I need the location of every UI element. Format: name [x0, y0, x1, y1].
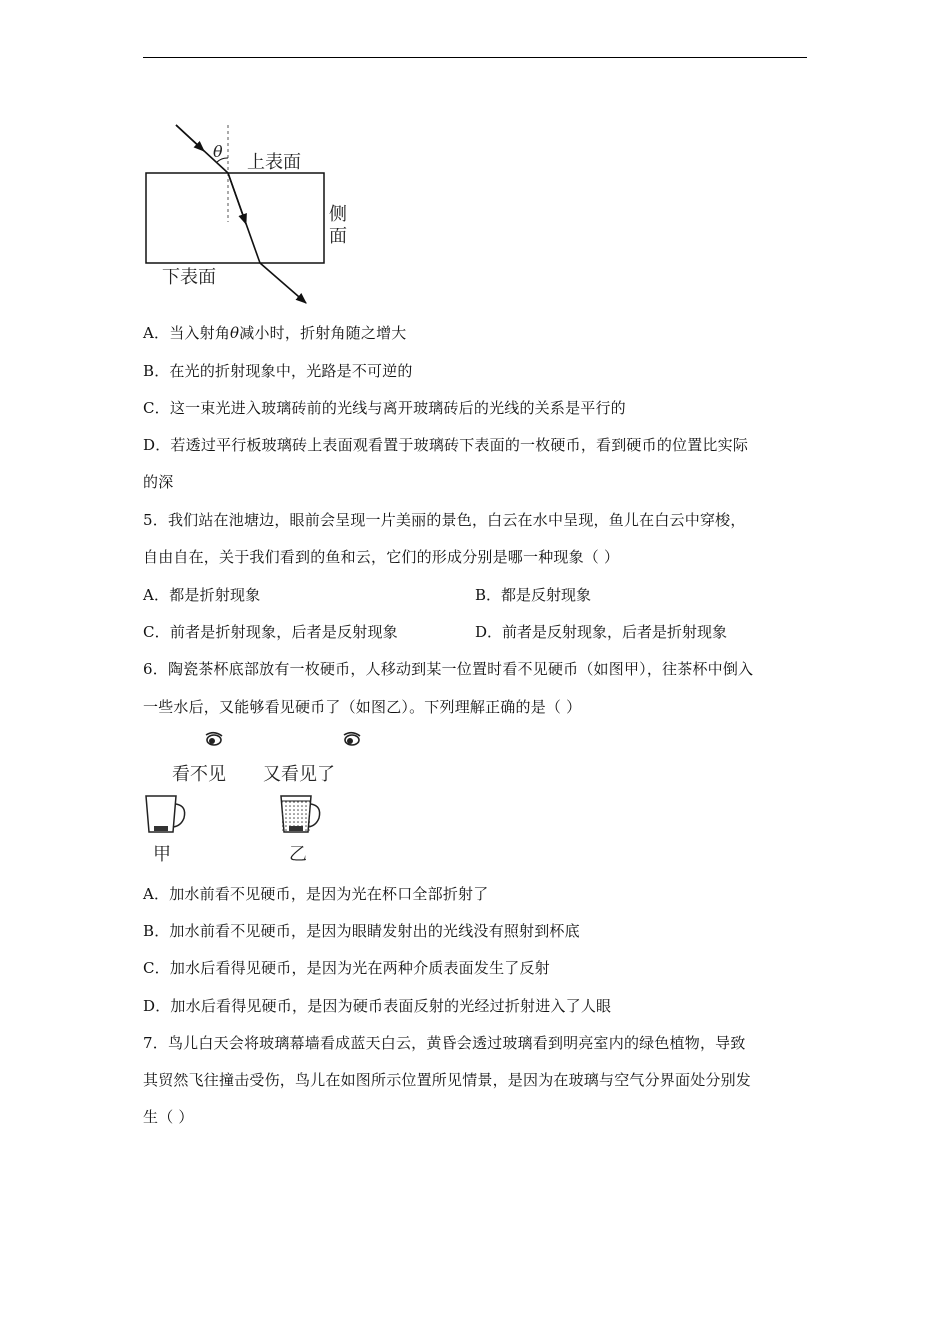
q5-stem-line1: 5．我们站在池塘边，眼前会呈现一片美丽的景色，白云在水中呈现，鱼儿在白云中穿梭， — [143, 511, 746, 529]
q6-option-a: A．加水前看不见硬币，是因为光在杯口全部折射了 — [143, 885, 489, 903]
incident-ray-arrow — [176, 125, 204, 151]
q5-stem-line2: 自由自在，关于我们看到的鱼和云，它们的形成分别是哪一种现象（ ） — [143, 548, 620, 566]
q5-option-b: B．都是反射现象 — [475, 586, 592, 604]
cup-coin-figure — [140, 728, 380, 868]
cup-b — [281, 796, 320, 832]
eye-icon-right — [344, 733, 360, 745]
q6-option-c: C．加水后看得见硬币，是因为光在两种介质表面发生了反射 — [143, 959, 550, 977]
q7-stem-line3: 生（ ） — [143, 1108, 194, 1126]
can-see-again-label: 又看见了 — [263, 764, 335, 785]
glass-slab-rect — [146, 173, 324, 263]
q6-stem-line1: 6．陶瓷茶杯底部放有一枚硬币，人移动到某一位置时看不见硬币（如图甲），往茶杯中倒入 — [143, 660, 754, 678]
side-surface-label-2: 面 — [329, 226, 347, 247]
bottom-surface-label: 下表面 — [162, 267, 216, 288]
q7-stem-line2: 其贸然飞往撞击受伤，鸟儿在如图所示位置所见情景，是因为在玻璃与空气分界面处分别发 — [143, 1071, 752, 1089]
q5-option-a: A．都是折射现象 — [143, 586, 261, 604]
eye-icon-left — [206, 733, 222, 745]
caption-jia: 甲 — [153, 844, 171, 865]
q4-option-d-line1: D．若透过平行板玻璃砖上表面观看置于玻璃砖下表面的一枚硬币，看到硬币的位置比实际 — [143, 436, 749, 454]
header-rule — [143, 57, 807, 58]
glass-slab-refraction-figure — [140, 120, 360, 310]
q7-stem-line1: 7．鸟儿白天会将玻璃幕墙看成蓝天白云，黄昏会透过玻璃看到明亮室内的绿色植物，导致 — [143, 1034, 746, 1052]
q6-option-d: D．加水后看得见硬币，是因为硬币表面反射的光经过折射进入了人眼 — [143, 997, 612, 1015]
q4-option-c: C．这一束光进入玻璃砖前的光线与离开玻璃砖后的光线的关系是平行的 — [143, 399, 626, 417]
q5-option-d: D．前者是反射现象，后者是折射现象 — [475, 623, 728, 641]
q6-option-b: B．加水前看不见硬币，是因为眼睛发射出的光线没有照射到杯底 — [143, 922, 580, 940]
q5-option-c: C．前者是折射现象，后者是反射现象 — [143, 623, 398, 641]
caption-yi: 乙 — [289, 844, 307, 865]
emergent-ray — [260, 263, 306, 303]
q6-stem-line2: 一些水后，又能够看见硬币了（如图乙）。下列理解正确的是（ ） — [143, 698, 582, 716]
q4-option-b: B．在光的折射现象中，光路是不可逆的 — [143, 362, 413, 380]
q4-option-a: A．当入射角θ减小时，折射角随之增大 — [143, 324, 407, 342]
q4-option-d-line2: 的深 — [143, 473, 174, 491]
top-surface-label: 上表面 — [247, 152, 301, 173]
cannot-see-label: 看不见 — [172, 764, 226, 785]
cup-a — [146, 796, 185, 832]
theta-label: θ — [213, 142, 223, 161]
side-surface-label-1: 侧 — [329, 204, 347, 225]
refracted-ray-arrow — [228, 173, 246, 224]
